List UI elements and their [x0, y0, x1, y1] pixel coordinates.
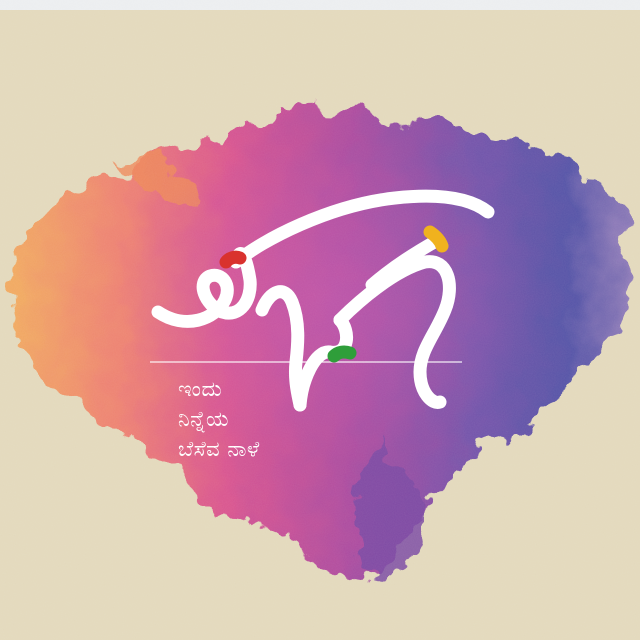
- red-accent: [226, 257, 240, 262]
- tagline-line-3: ಬೆಸೆವ ನಾಳೆ: [178, 437, 260, 461]
- tagline-line-1: ಇಂದು: [178, 377, 223, 401]
- green-accent: [334, 352, 350, 356]
- tagline-line-2: ನಿನ್ನೆಯ: [178, 407, 230, 431]
- tagline: [178, 374, 260, 464]
